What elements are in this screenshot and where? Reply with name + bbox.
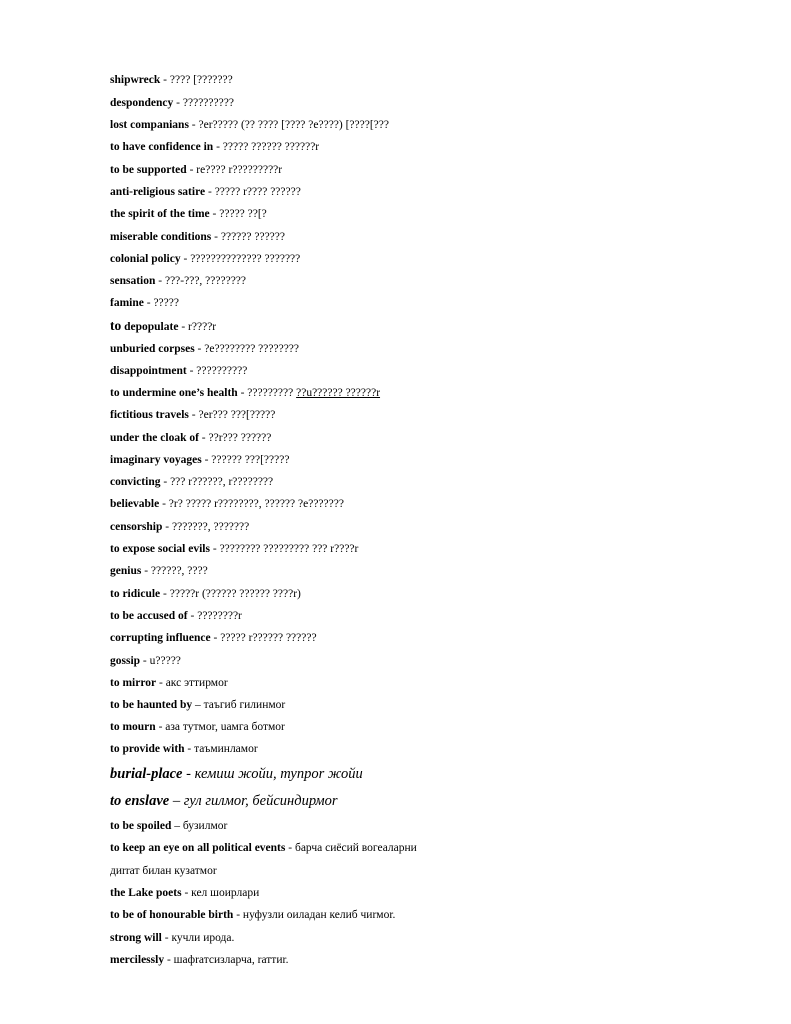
vocab-translation: ??????????: [182, 97, 234, 109]
vocab-translation: таъгиб гилинмоr: [203, 699, 286, 711]
vocab-term: imaginary voyages: [110, 454, 202, 466]
vocab-entry: [110, 342, 299, 356]
vocab-translation: ?????? ??????: [220, 231, 285, 243]
vocab-entry: [110, 908, 395, 922]
vocab-separator: -: [201, 454, 212, 466]
vocab-term: depopulate: [121, 321, 179, 333]
vocab-term: to be accused of: [110, 610, 188, 622]
vocab-term: corrupting influence: [110, 632, 211, 644]
vocab-term: despondency: [110, 97, 174, 109]
vocab-translation: ????? ??[?: [219, 208, 267, 220]
vocab-entry: [110, 792, 338, 810]
vocab-term: the spirit of the time: [110, 208, 210, 220]
vocab-term: believable: [110, 498, 160, 510]
vocab-separator: -: [205, 186, 215, 198]
vocab-separator: –: [171, 820, 183, 832]
vocab-translation: кемиш жойи, тупроr жойи: [194, 766, 363, 782]
vocab-translation: ????????r: [197, 610, 242, 622]
vocab-entry: [110, 453, 289, 467]
vocab-term: fictitious travels: [110, 409, 189, 421]
vocab-separator: -: [187, 610, 198, 622]
vocab-entry: [110, 364, 247, 378]
vocab-entry: [110, 886, 259, 900]
vocab-entry: [110, 720, 285, 734]
vocab-translation: барча сиёсий вогеаларни: [294, 842, 417, 854]
vocab-translation: ?????: [153, 297, 179, 309]
vocab-translation: шафrатсизларча, rаттиr.: [173, 954, 289, 966]
vocab-separator: -: [141, 565, 151, 577]
vocab-entry: [110, 274, 246, 288]
vocab-term: strong will: [110, 932, 162, 944]
vocab-term: anti-religious satire: [110, 186, 206, 198]
vocab-entry: [110, 742, 258, 756]
vocab-entry: [110, 140, 319, 154]
vocab-term: the Lake poets: [110, 887, 182, 899]
vocab-term: gossip: [110, 655, 141, 667]
vocab-translation: ?????????????? ???????: [190, 253, 301, 265]
vocab-term: disappointment: [110, 365, 187, 377]
vocab-term: shipwreck: [110, 74, 161, 86]
vocab-separator: -: [211, 231, 221, 243]
vocab-translation: гул гилмоr, бейсиндирмоr: [183, 793, 338, 809]
vocab-translation: кучли ирода.: [171, 932, 235, 944]
vocab-separator: -: [155, 721, 166, 733]
vocab-entry: [110, 953, 289, 967]
vocab-term: burial-place: [110, 766, 183, 782]
vocab-term: under the cloak of: [110, 432, 199, 444]
vocab-entry: [110, 654, 181, 668]
vocab-separator: -: [143, 297, 154, 309]
vocab-separator: -: [164, 954, 174, 966]
vocab-translation: ??r??? ??????: [208, 432, 272, 444]
vocab-separator: -: [173, 97, 183, 109]
vocab-translation: кел шоирлари: [191, 887, 260, 899]
vocab-translation: ?????? ???[?????: [211, 454, 290, 466]
vocab-translation: ???????, ???????: [172, 521, 250, 533]
vocab-entry: [110, 931, 234, 945]
vocab-term: genius: [110, 565, 142, 577]
vocab-entry: [110, 296, 179, 310]
vocab-term: to be haunted by: [110, 699, 193, 711]
vocab-term: to ridicule: [110, 588, 161, 600]
vocab-entry: [110, 631, 317, 645]
vocab-entry: [110, 431, 271, 445]
vocab-term: to be spoiled: [110, 820, 172, 832]
vocab-term: mercilessly: [110, 954, 165, 966]
vocab-separator: -: [162, 521, 172, 533]
vocab-translation: ????? r???? ??????: [214, 186, 301, 198]
vocab-term: to enslave: [110, 793, 170, 809]
vocab-term-prefix: to: [110, 318, 122, 333]
vocab-translation: ?er??? ???[?????: [198, 409, 276, 421]
vocab-translation: re???? r?????????r: [196, 164, 283, 176]
vocab-separator: -: [180, 253, 191, 265]
vocab-entry: [110, 185, 301, 199]
vocab-separator: –: [192, 699, 204, 711]
vocab-entry: [110, 841, 417, 855]
vocab-separator: -: [209, 543, 220, 555]
vocab-entry: [110, 542, 358, 556]
vocab-translation: таъминламоr: [194, 743, 258, 755]
vocab-translation: ?e???????? ????????: [204, 343, 300, 355]
vocab-separator: -: [186, 164, 197, 176]
vocab-term: famine: [110, 297, 144, 309]
vocab-entry: [110, 230, 285, 244]
vocab-separator: -: [237, 387, 248, 399]
vocab-entry: [110, 163, 282, 177]
vocab-term: miserable conditions: [110, 231, 212, 243]
vocab-translation: ????? r?????? ??????: [220, 632, 317, 644]
vocab-entry: [110, 475, 273, 489]
vocab-separator: -: [181, 887, 192, 899]
vocab-entry: [110, 765, 363, 783]
vocab-term: to provide with: [110, 743, 185, 755]
vocab-entry-continuation: [110, 864, 217, 878]
vocab-entry: [110, 520, 249, 534]
vocab-term: to undermine one’s health: [110, 387, 238, 399]
vocab-translation: ????? ?????? ??????r: [222, 141, 320, 153]
vocab-entry: [110, 587, 301, 601]
vocab-separator: -: [233, 909, 243, 921]
vocab-separator: -: [213, 141, 223, 153]
vocab-entry: [110, 386, 380, 400]
vocab-term: to mirror: [110, 677, 157, 689]
vocab-separator: -: [159, 498, 169, 510]
vocab-entry: [110, 819, 227, 833]
vocab-separator: -: [160, 588, 170, 600]
vocab-translation-underlined: ??u?????? ??????r: [296, 387, 381, 399]
vocab-separator: -: [140, 655, 150, 667]
vocab-translation: ?????????: [247, 387, 297, 399]
vocab-separator: -: [182, 766, 195, 782]
vocab-entry: [110, 73, 233, 87]
vocab-entry: [110, 118, 389, 132]
vocab-separator: –: [169, 793, 184, 809]
vocab-entry: [110, 408, 275, 422]
vocab-translation: ?r? ????? r????????, ?????? ?e???????: [168, 498, 344, 510]
vocab-separator: -: [210, 632, 221, 644]
vocab-term: sensation: [110, 275, 156, 287]
vocab-separator: -: [209, 208, 220, 220]
vocab-entry: [110, 96, 234, 110]
vocab-separator: -: [161, 932, 172, 944]
vocab-separator: -: [186, 365, 197, 377]
vocab-term: censorship: [110, 521, 163, 533]
vocab-separator: -: [188, 119, 199, 131]
vocab-separator: -: [285, 842, 295, 854]
vocab-term: to have confidence in: [110, 141, 214, 153]
vocab-translation: аза тутмоr, uамга ботмоr: [165, 721, 285, 733]
vocab-entry: [110, 698, 285, 712]
vocab-entry: [110, 252, 300, 266]
vocab-entry: [110, 564, 208, 578]
vocab-translation: ?er????? (?? ???? [???? ?e????) [????[???: [198, 119, 389, 131]
vocab-separator: -: [156, 677, 166, 689]
vocab-translation: бузилмоr: [182, 820, 228, 832]
vocab-separator: -: [178, 321, 189, 333]
vocab-translation: ???????? ????????? ??? r????r: [219, 543, 359, 555]
vocab-term: to be supported: [110, 164, 187, 176]
vocab-term: to be of honourable birth: [110, 909, 234, 921]
vocab-translation: ??????????: [196, 365, 248, 377]
vocab-separator: -: [188, 409, 199, 421]
vocab-translation: ??? r??????, r????????: [170, 476, 274, 488]
vocab-term: lost companians: [110, 119, 189, 131]
vocab-translation: диrrат билан кузатмоr: [110, 865, 217, 877]
vocab-translation: ???-???, ????????: [164, 275, 247, 287]
vocab-term: convicting: [110, 476, 161, 488]
vocab-translation: u?????: [149, 655, 181, 667]
vocab-term: colonial policy: [110, 253, 181, 265]
vocab-separator: -: [155, 275, 165, 287]
vocab-separator: -: [194, 343, 205, 355]
vocab-term: unburied corpses: [110, 343, 195, 355]
vocab-translation: ??????, ????: [150, 565, 208, 577]
vocab-translation: ?????r (?????? ?????? ????r): [169, 588, 301, 600]
vocab-term: to mourn: [110, 721, 156, 733]
vocab-term: to keep an eye on all political events: [110, 842, 286, 854]
vocab-separator: -: [198, 432, 209, 444]
vocab-separator: -: [184, 743, 195, 755]
vocab-translation: нуфузли оиладан келиб чиrмоr.: [242, 909, 396, 921]
vocab-separator: -: [160, 74, 170, 86]
vocab-entry: [110, 497, 344, 511]
vocab-separator: -: [160, 476, 171, 488]
vocab-entry: [110, 609, 242, 623]
vocab-translation: r????r: [188, 321, 217, 333]
vocab-translation: ???? [???????: [169, 74, 233, 86]
vocab-term: to expose social evils: [110, 543, 210, 555]
vocab-translation: акс эттирмоr: [165, 677, 228, 689]
vocab-entry: [110, 207, 267, 221]
vocab-entry: [110, 319, 216, 334]
vocab-entry: [110, 676, 228, 690]
